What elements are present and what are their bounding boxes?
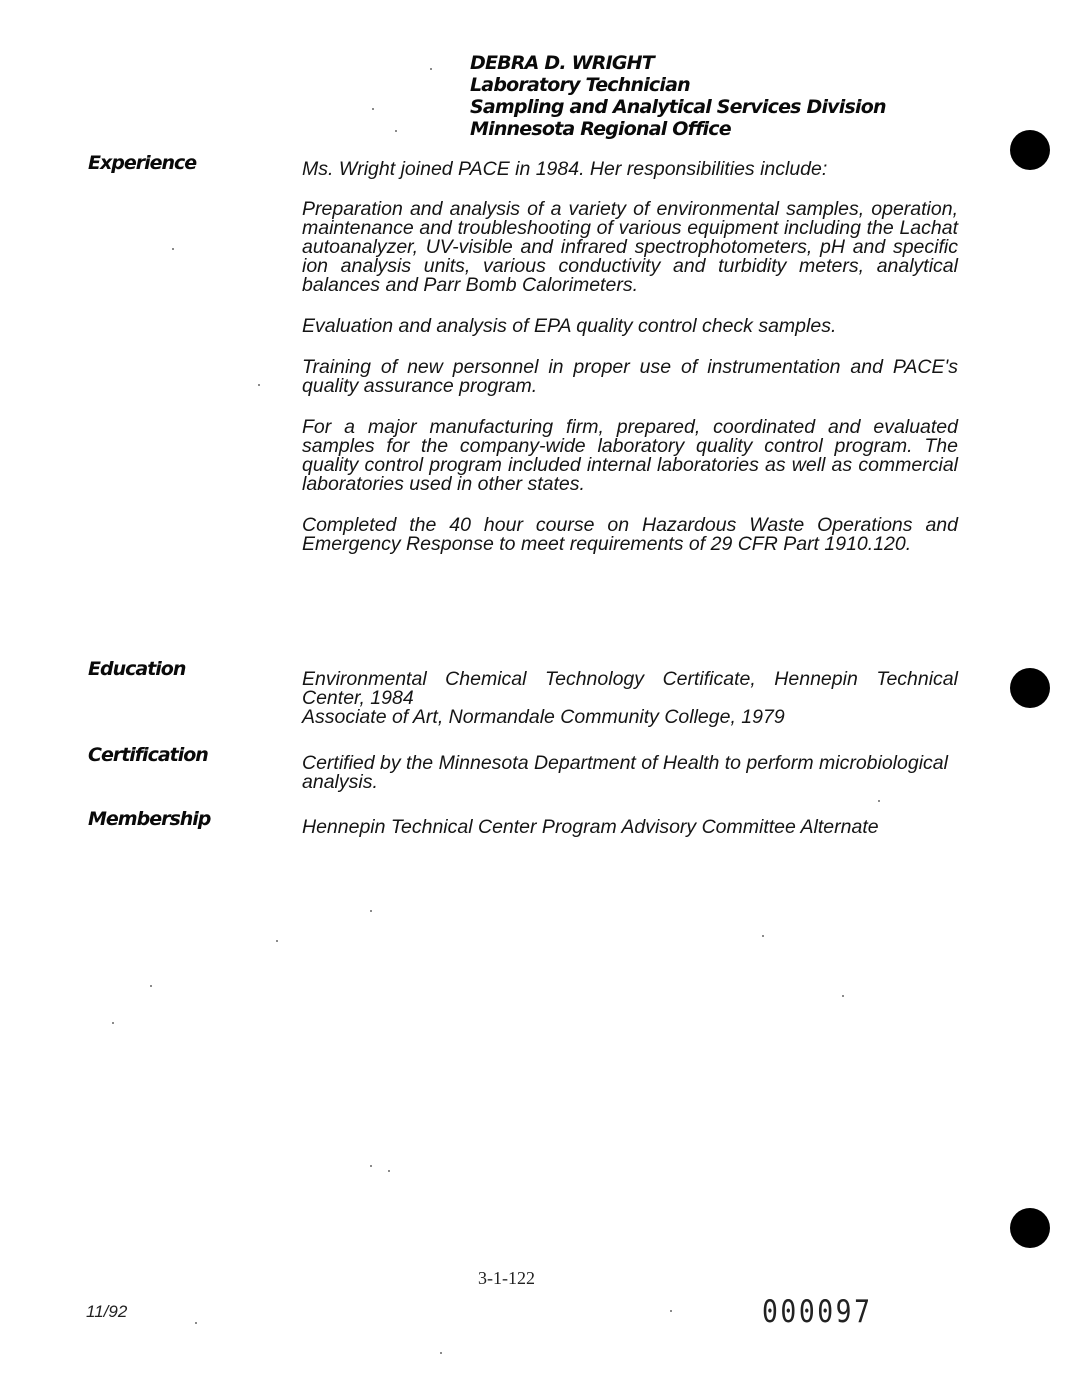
experience-paragraph-5: Completed the 40 hour course on Hazardous Waste Operations and Emergency Response to meet requirements of 29 CFR Part 1910.120. xyxy=(302,514,958,555)
certification-text: Certified by the Minnesota Department of Health to perform microbiological analysis. xyxy=(302,752,948,793)
office-name: Minnesota Regional Office xyxy=(470,118,731,140)
scan-speck xyxy=(370,910,372,912)
certification-label: Certification xyxy=(88,744,208,766)
experience-paragraph-3: Training of new personnel in proper use of instrumentation and PACE's quality assurance program. xyxy=(302,356,958,397)
job-title: Laboratory Technician xyxy=(470,74,690,96)
document-stamp: 000097 xyxy=(762,1294,873,1330)
scan-speck xyxy=(395,130,397,132)
scan-speck xyxy=(430,68,432,70)
scan-speck xyxy=(440,1352,442,1354)
scan-speck xyxy=(762,935,764,937)
scan-speck xyxy=(258,384,260,386)
scan-speck xyxy=(276,940,278,942)
experience-label: Experience xyxy=(88,152,197,174)
page-number: 3-1-122 xyxy=(478,1268,535,1288)
experience-paragraph-4: For a major manufacturing firm, prepared, coordinated and evaluated samples for the company-wide laboratory quality control program. The quality control program included internal laboratories as well as commercial laboratories used in other states. xyxy=(302,416,958,495)
resume-header xyxy=(470,52,990,140)
scan-speck xyxy=(388,1170,390,1172)
scan-speck xyxy=(670,1310,672,1312)
education-line-2: Associate of Art, Normandale Community College, 1979 xyxy=(302,706,785,728)
scan-speck xyxy=(172,248,174,250)
scan-speck xyxy=(370,1165,372,1167)
scan-speck xyxy=(150,985,152,987)
document-date: 11/92 xyxy=(86,1302,128,1321)
experience-paragraph-1: Preparation and analysis of a variety of environmental samples, operation, maintenance and troubleshooting of various equipment including the Lachat autoanalyzer, UV-visible and infrared spectrophotometers, pH and specific ion analysis units, various conductivity and turbidity meters, analytical balances and Parr Bomb Calorimeters. xyxy=(302,198,958,296)
scan-speck xyxy=(372,108,374,110)
binder-hole-middle-icon xyxy=(1010,668,1050,708)
membership-label: Membership xyxy=(88,808,211,830)
experience-paragraphs xyxy=(302,200,958,576)
scan-speck xyxy=(878,800,880,802)
binder-hole-bottom-icon xyxy=(1010,1208,1050,1248)
scan-speck xyxy=(195,1322,197,1324)
experience-intro: Ms. Wright joined PACE in 1984. Her responsibilities include: xyxy=(302,158,828,180)
person-name: DEBRA D. WRIGHT xyxy=(470,52,654,74)
scan-speck xyxy=(842,995,844,997)
education-line-1: Environmental Chemical Technology Certificate, Hennepin Technical Center, 1984 xyxy=(302,668,958,709)
binder-hole-top-icon xyxy=(1010,130,1050,170)
experience-paragraph-2: Evaluation and analysis of EPA quality control check samples. xyxy=(302,315,837,337)
education-content xyxy=(302,670,958,727)
membership-text: Hennepin Technical Center Program Advisory Committee Alternate xyxy=(302,816,879,838)
scan-speck xyxy=(112,1022,114,1024)
division-name: Sampling and Analytical Services Division xyxy=(470,96,886,118)
education-label: Education xyxy=(88,658,186,680)
